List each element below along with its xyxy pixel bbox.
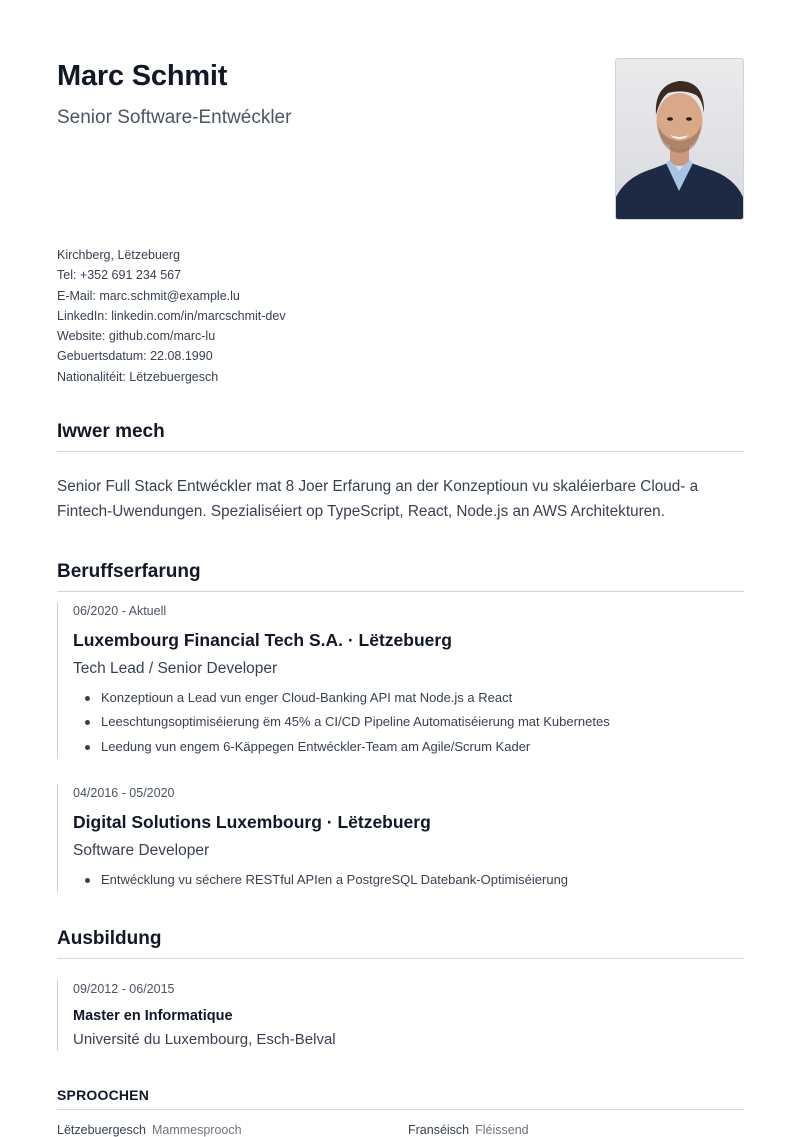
entry-bullets (73, 868, 744, 892)
contact-website[interactable]: Website: github.com/marc-lu (57, 329, 216, 344)
bullet-item: Leeschtungsoptimiséierung ëm 45% a CI/CD Pipeline Automatiséierung mat Kubernetes (73, 710, 744, 734)
section-heading-about: Iwwer mech (57, 421, 744, 452)
language-item (408, 1123, 529, 1137)
language-level: Mammesprooch (151, 1123, 242, 1137)
education-school: Université du Luxembourg, Esch-Belval (73, 1031, 336, 1048)
entry-role: Tech Lead / Senior Developer (73, 660, 278, 677)
education-entry (57, 980, 744, 1051)
education-degree: Master en Informatique (73, 1008, 233, 1024)
language-item (57, 1123, 242, 1137)
experience-entry (57, 784, 744, 892)
contact-linkedin[interactable]: LinkedIn: linkedin.com/in/marcschmit-dev (57, 308, 286, 323)
entry-company: Digital Solutions Luxembourg · Lëtzebuerg (73, 812, 431, 832)
language-level: Fléissend (475, 1123, 529, 1137)
language-name: Franséisch (408, 1123, 470, 1137)
about-text: Senior Full Stack Entwéckler mat 8 Joer Erfarung an der Konzeptioun vu skaléierbare Cloud- a Fintech-Uwendungen. Spezialiséiert op TypeScript, React, Node.js an AWS Architekturen. (57, 478, 699, 520)
contact-info (57, 245, 286, 387)
contact-location: Kirchberg, Lëtzebuerg (57, 248, 180, 262)
entry-date: 09/2012 - 06/2015 (73, 982, 175, 996)
language-name: Lëtzebuergesch (57, 1123, 146, 1137)
bullet-item: Leedung vun engem 6-Käppegen Entwéckler-Team am Agile/Scrum Kader (73, 735, 744, 759)
cv-page (57, 0, 744, 1137)
job-title: Senior Software-Entwéckler (57, 107, 292, 128)
section-heading-languages: SPROOCHEN (57, 1087, 744, 1110)
contact-phone[interactable]: Tel: +352 691 234 567 (57, 268, 182, 283)
experience-entry (57, 602, 744, 759)
section-heading-education: Ausbildung (57, 928, 744, 959)
section-heading-experience: Beruffserfarung (57, 561, 744, 592)
contact-nationality: Nationalitéit: Lëtzebuergesch (57, 369, 219, 384)
contact-email[interactable]: E-Mail: marc.schmit@example.lu (57, 288, 240, 303)
contact-birthdate: Gebuertsdatum: 22.08.1990 (57, 349, 213, 364)
bullet-item: Entwécklung vu séchere RESTful APIen a PostgreSQL Datebank-Optimiséierung (73, 868, 744, 892)
entry-company: Luxembourg Financial Tech S.A. · Lëtzebuerg (73, 630, 452, 650)
entry-role: Software Developer (73, 842, 210, 859)
entry-bullets (73, 686, 744, 759)
person-name: Marc Schmit (57, 60, 228, 92)
entry-date: 04/2016 - 05/2020 (73, 786, 175, 800)
entry-date: 06/2020 - Aktuell (73, 604, 167, 618)
profile-photo (615, 58, 744, 220)
bullet-item: Konzeptioun a Lead vun enger Cloud-Banking API mat Node.js a React (73, 686, 744, 710)
